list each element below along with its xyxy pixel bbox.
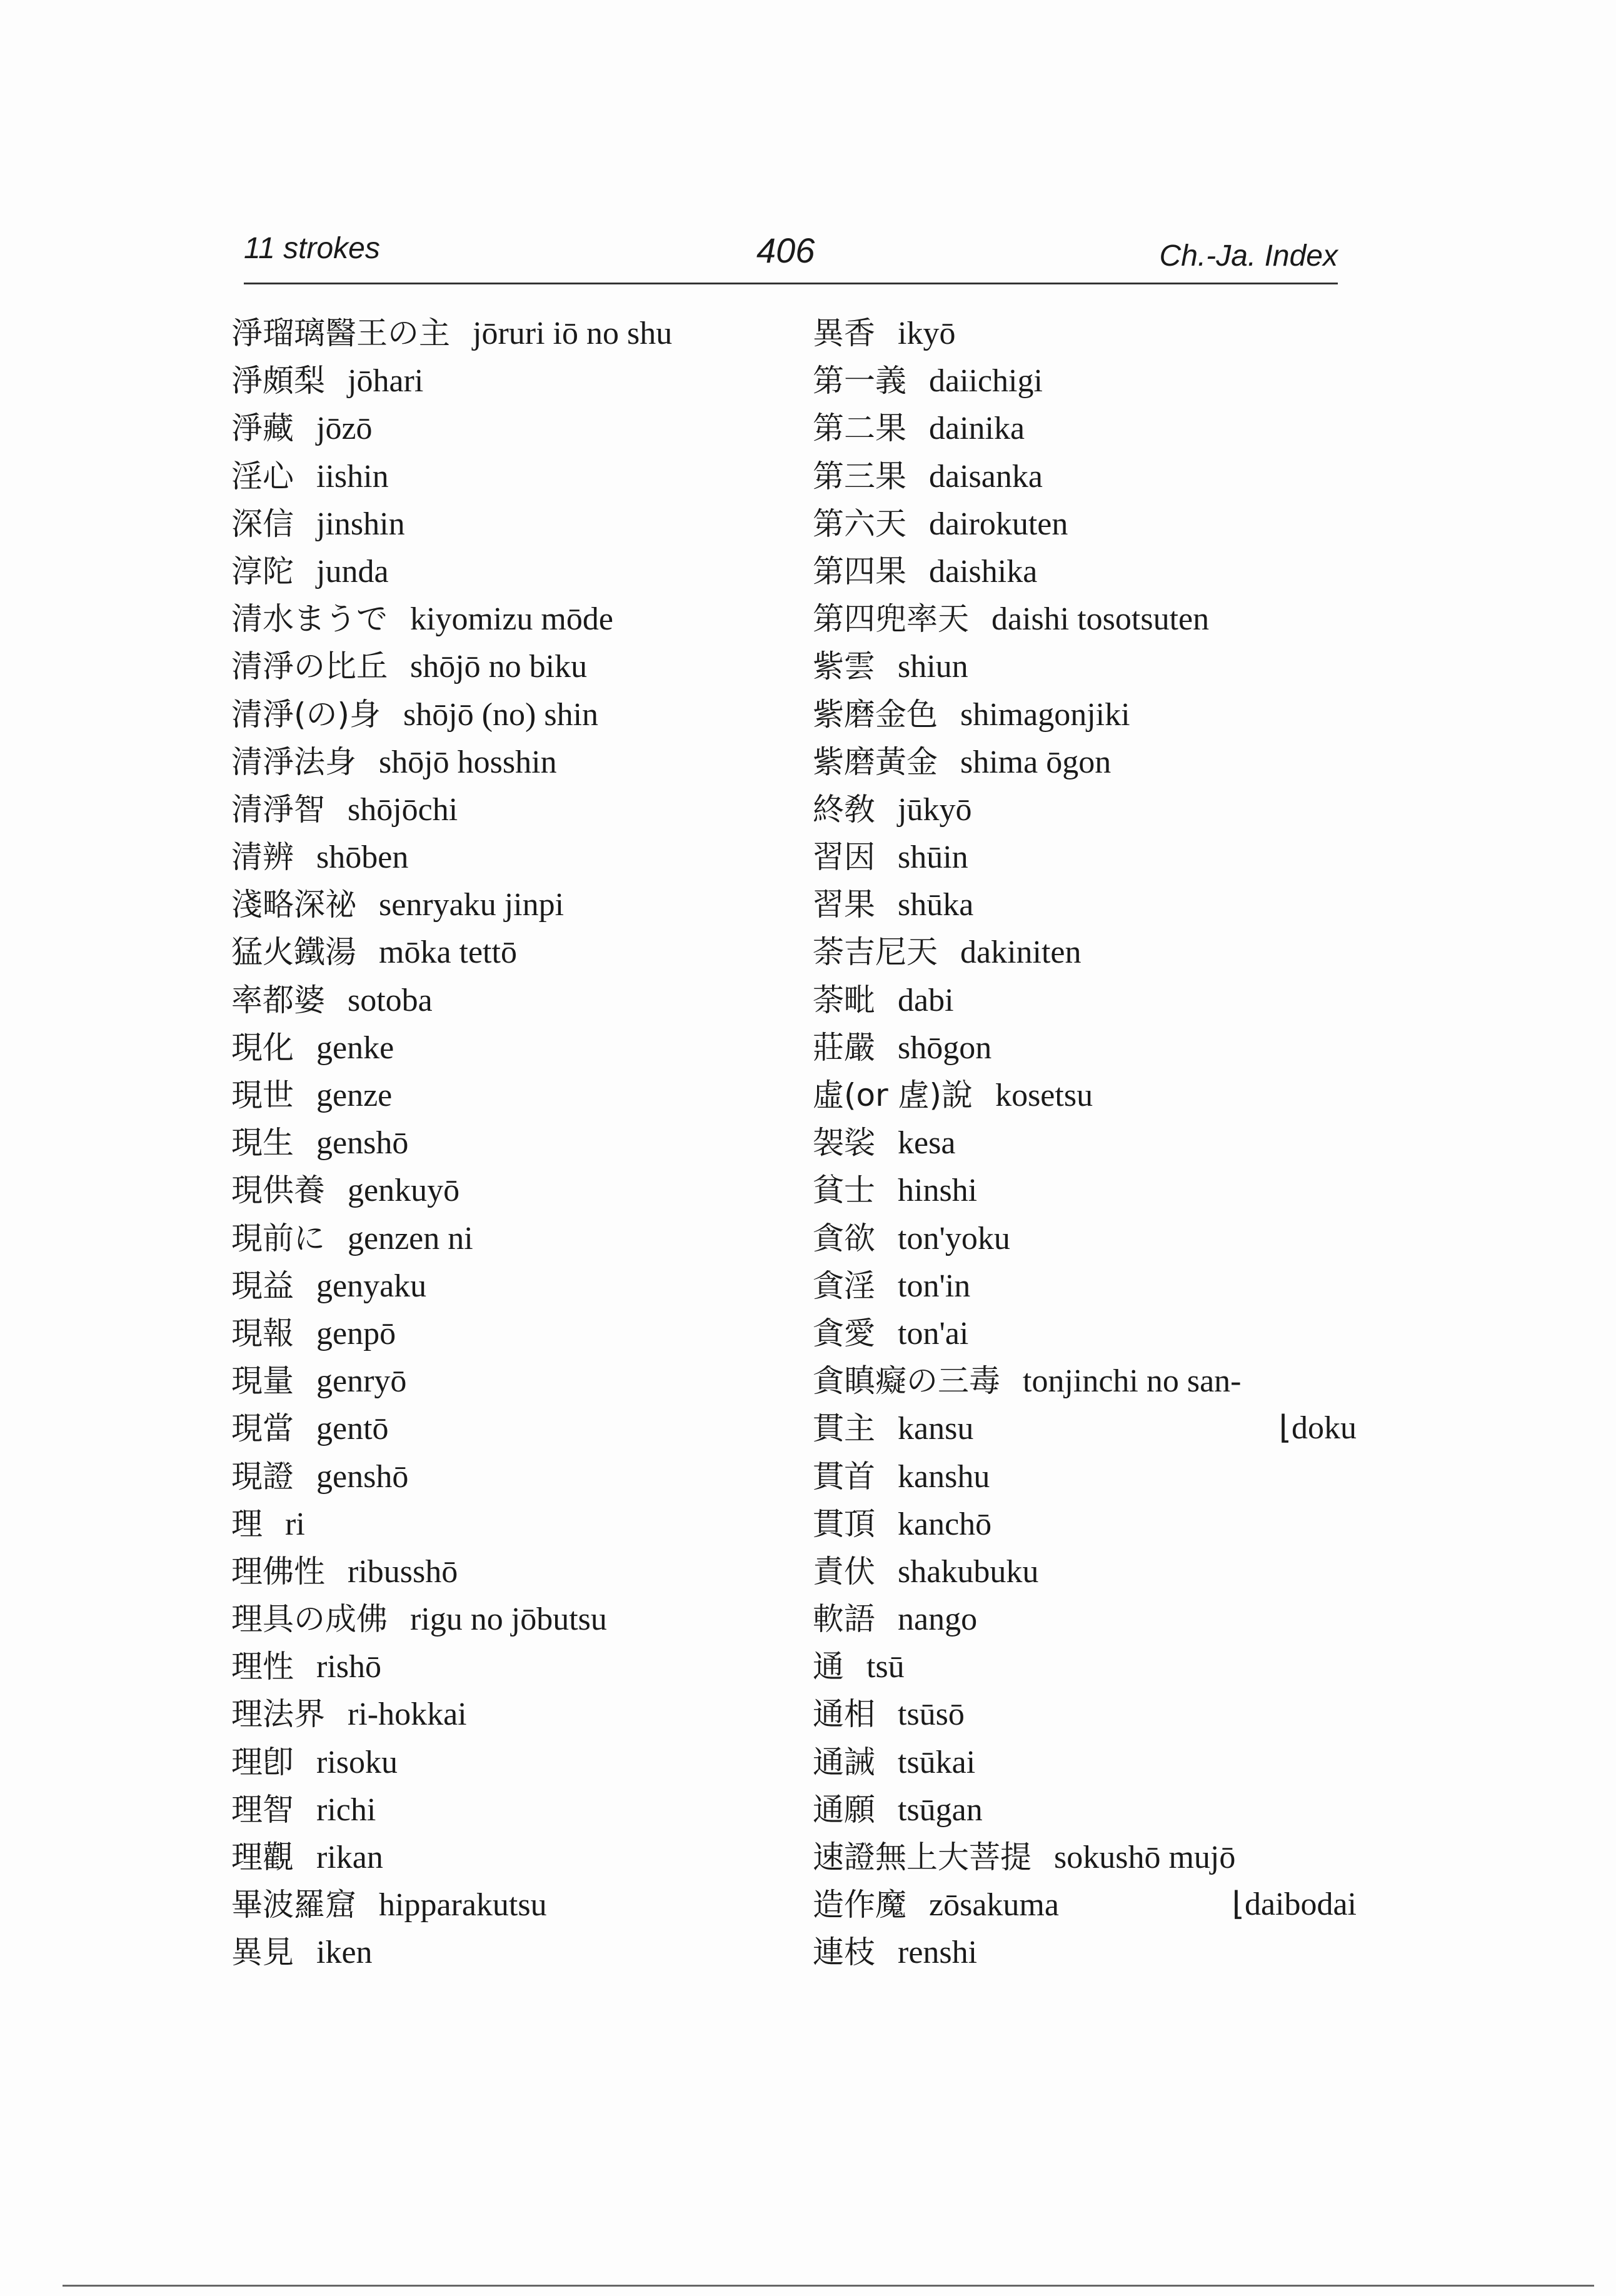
entry-kanji: 深信 bbox=[231, 505, 294, 542]
index-entry bbox=[813, 595, 1363, 643]
index-entry bbox=[813, 786, 1363, 833]
entry-romaji: shōben bbox=[316, 840, 409, 876]
entry-romaji: shakubuku bbox=[898, 1553, 1039, 1590]
entry-romaji: shimagonjiki bbox=[960, 696, 1130, 733]
entry-kanji: 第四兜率天 bbox=[813, 601, 969, 638]
entry-kanji: 現報 bbox=[231, 1315, 294, 1351]
entry-romaji: daiichigi bbox=[929, 363, 1043, 399]
entry-kanji: 現供養 bbox=[231, 1172, 325, 1209]
entry-kanji: 猛火鐵湯 bbox=[231, 934, 356, 971]
entry-kanji: 虛(or 虗)說 bbox=[813, 1077, 973, 1113]
entry-romaji: genshō bbox=[316, 1125, 409, 1161]
entry-romaji: nango bbox=[898, 1602, 978, 1638]
entry-romaji: shūka bbox=[898, 887, 974, 923]
index-entry bbox=[813, 833, 1363, 881]
index-entry bbox=[813, 738, 1363, 786]
entry-kanji: 淳陀 bbox=[231, 553, 294, 589]
entry-continuation: ⌊doku bbox=[1278, 1410, 1357, 1446]
entry-romaji: jūkyō bbox=[898, 791, 972, 828]
entry-kanji: 貫主 bbox=[813, 1410, 875, 1447]
entry-romaji: hipparakutsu bbox=[379, 1887, 547, 1923]
index-entry bbox=[231, 1881, 794, 1928]
entry-romaji: junda bbox=[316, 553, 389, 589]
entry-kanji: 淨藏 bbox=[231, 410, 294, 447]
index-entry bbox=[231, 1310, 794, 1357]
entry-romaji: daishika bbox=[929, 553, 1038, 589]
entry-kanji: 貪瞋癡の三毒 bbox=[813, 1363, 1000, 1400]
index-entry bbox=[231, 1643, 794, 1690]
index-entry bbox=[231, 786, 794, 833]
index-entry bbox=[231, 1548, 794, 1595]
entry-romaji: ri-hokkai bbox=[348, 1697, 467, 1733]
entry-kanji: 理性 bbox=[231, 1648, 294, 1685]
entry-kanji: 紫雲 bbox=[813, 648, 875, 685]
entry-kanji: 習果 bbox=[813, 886, 875, 923]
index-entry bbox=[231, 1500, 794, 1548]
entry-kanji: 習因 bbox=[813, 839, 875, 876]
index-entry bbox=[231, 404, 794, 452]
entry-kanji: 連枝 bbox=[813, 1934, 875, 1971]
index-entry bbox=[813, 1024, 1363, 1071]
index-entry bbox=[813, 1500, 1363, 1548]
index-entry bbox=[813, 881, 1363, 928]
index-entry bbox=[813, 1071, 1363, 1119]
entry-romaji: senryaku jinpi bbox=[379, 887, 565, 923]
entry-romaji: shima ōgon bbox=[960, 744, 1112, 780]
entry-romaji: kiyomizu mōde bbox=[410, 601, 613, 638]
index-entry bbox=[231, 1405, 794, 1452]
index-entry bbox=[231, 1786, 794, 1833]
entry-kanji: 異見 bbox=[231, 1934, 294, 1971]
index-entry bbox=[231, 1453, 794, 1500]
entry-kanji: 現世 bbox=[231, 1077, 294, 1113]
entry-kanji: 現當 bbox=[231, 1410, 294, 1447]
header-rule bbox=[244, 283, 1338, 284]
entry-kanji: 第一義 bbox=[813, 363, 906, 399]
index-entry bbox=[813, 309, 1363, 357]
entry-kanji: 理佛性 bbox=[231, 1553, 325, 1590]
entry-romaji: shūin bbox=[898, 840, 968, 876]
index-entry bbox=[231, 1215, 794, 1262]
entry-romaji: jinshin bbox=[316, 506, 405, 542]
index-entry bbox=[231, 1595, 794, 1643]
index-entry bbox=[231, 691, 794, 738]
index-entry bbox=[813, 976, 1363, 1024]
entry-romaji: richi bbox=[316, 1792, 376, 1828]
entry-kanji: 荼吉尼天 bbox=[813, 934, 938, 971]
entry-continuation: ⌊daibodai bbox=[1232, 1887, 1357, 1923]
entry-kanji: 清淨智 bbox=[231, 791, 325, 828]
index-entry bbox=[231, 1833, 794, 1881]
index-entry bbox=[231, 881, 794, 928]
entry-romaji: ri bbox=[285, 1506, 305, 1542]
entry-romaji: rishō bbox=[316, 1649, 381, 1685]
entry-romaji: risoku bbox=[316, 1744, 398, 1780]
entry-kanji: 莊嚴 bbox=[813, 1029, 875, 1066]
entry-romaji: genkuyō bbox=[348, 1173, 460, 1209]
entry-kanji: 通誡 bbox=[813, 1743, 875, 1780]
index-entry bbox=[813, 357, 1363, 404]
entry-kanji: 造作魔 bbox=[813, 1887, 906, 1923]
entry-kanji: 終敎 bbox=[813, 791, 875, 828]
entry-kanji: 清淨の比丘 bbox=[231, 648, 388, 685]
entry-romaji: zōsakuma bbox=[929, 1887, 1059, 1923]
entry-romaji: mōka tettō bbox=[379, 935, 517, 971]
entry-romaji: shōgon bbox=[898, 1030, 992, 1066]
index-entry bbox=[231, 1738, 794, 1786]
entry-kanji: 速證無上大菩提 bbox=[813, 1839, 1031, 1875]
entry-romaji: genzen ni bbox=[348, 1220, 473, 1256]
index-entry bbox=[813, 1166, 1363, 1214]
entry-kanji: 清淨法身 bbox=[231, 743, 356, 780]
entry-romaji: tsūsō bbox=[898, 1697, 965, 1733]
entry-kanji: 貪愛 bbox=[813, 1315, 875, 1351]
index-entry bbox=[231, 595, 794, 643]
index-entry bbox=[813, 1453, 1363, 1500]
index-entry bbox=[813, 928, 1363, 976]
index-entry bbox=[813, 1310, 1363, 1357]
entry-kanji: 理法界 bbox=[231, 1696, 325, 1733]
index-entry bbox=[813, 1595, 1363, 1643]
index-entry bbox=[813, 1119, 1363, 1166]
entry-kanji: 貪欲 bbox=[813, 1220, 875, 1256]
entry-romaji: rikan bbox=[316, 1840, 383, 1875]
index-entry bbox=[231, 833, 794, 881]
index-entry bbox=[231, 1024, 794, 1071]
index-entry bbox=[813, 1357, 1363, 1405]
entry-kanji: 畢波羅窟 bbox=[231, 1887, 356, 1923]
entry-romaji: rigu no jōbutsu bbox=[410, 1602, 607, 1638]
entry-romaji: shiun bbox=[898, 649, 968, 685]
entry-romaji: iken bbox=[316, 1935, 373, 1971]
entry-romaji: shōjō no biku bbox=[410, 649, 588, 685]
index-entry bbox=[231, 453, 794, 500]
entry-romaji: sokushō mujō bbox=[1054, 1840, 1236, 1875]
entry-romaji: genshō bbox=[316, 1458, 409, 1495]
entry-romaji: dakiniten bbox=[960, 935, 1082, 971]
index-entry bbox=[231, 500, 794, 548]
entry-kanji: 貪淫 bbox=[813, 1267, 875, 1304]
index-entry bbox=[231, 976, 794, 1024]
entry-romaji: kosetsu bbox=[995, 1078, 1093, 1113]
entry-kanji: 淨頗梨 bbox=[231, 363, 325, 399]
index-entry bbox=[231, 1928, 794, 1976]
entry-romaji: gentō bbox=[316, 1411, 389, 1447]
entry-romaji: dainika bbox=[929, 411, 1025, 447]
entry-romaji: iishin bbox=[316, 458, 389, 494]
index-entry bbox=[231, 1119, 794, 1166]
entry-romaji: sotoba bbox=[348, 982, 433, 1018]
entry-romaji: shōjō hosshin bbox=[379, 744, 557, 780]
entry-kanji: 理具の成佛 bbox=[231, 1601, 388, 1638]
entry-kanji: 現生 bbox=[231, 1125, 294, 1161]
entry-kanji: 淺略深祕 bbox=[231, 886, 356, 923]
entry-romaji: tsūgan bbox=[898, 1792, 983, 1828]
index-section-title: Ch.-Ja. Index bbox=[1159, 239, 1338, 273]
index-entry bbox=[813, 1215, 1363, 1262]
entry-kanji: 通相 bbox=[813, 1696, 875, 1733]
entry-romaji: ikyō bbox=[898, 316, 956, 351]
entry-romaji: genryō bbox=[316, 1363, 407, 1400]
index-entry bbox=[813, 1786, 1363, 1833]
index-entry bbox=[231, 643, 794, 690]
entry-kanji: 淫心 bbox=[231, 458, 294, 494]
index-entry bbox=[813, 1928, 1363, 1976]
entry-romaji: shōjō (no) shin bbox=[403, 696, 599, 733]
entry-romaji: tsū bbox=[866, 1649, 905, 1685]
entry-romaji: genyaku bbox=[316, 1268, 427, 1304]
index-entry bbox=[231, 1357, 794, 1405]
index-entry bbox=[813, 1262, 1363, 1310]
entry-kanji: 責伏 bbox=[813, 1553, 875, 1590]
index-entry bbox=[813, 1833, 1363, 1881]
page-number: 406 bbox=[756, 231, 815, 270]
entry-kanji: 理觀 bbox=[231, 1839, 294, 1875]
entry-kanji: 理智 bbox=[231, 1791, 294, 1828]
index-entry bbox=[231, 1690, 794, 1738]
index-entry bbox=[231, 548, 794, 595]
entry-romaji: daisanka bbox=[929, 458, 1043, 494]
entry-kanji: 第六天 bbox=[813, 505, 906, 542]
entry-kanji: 第三果 bbox=[813, 458, 906, 494]
index-entry bbox=[813, 1405, 1363, 1452]
entry-romaji: genpō bbox=[316, 1315, 396, 1351]
entry-kanji: 第四果 bbox=[813, 553, 906, 589]
stroke-count-heading: 11 strokes bbox=[244, 232, 380, 265]
index-entry bbox=[813, 548, 1363, 595]
index-entry bbox=[231, 928, 794, 976]
entry-kanji: 現前に bbox=[231, 1220, 325, 1256]
entry-kanji: 荼毗 bbox=[813, 981, 875, 1018]
index-entry bbox=[813, 500, 1363, 548]
bottom-rule bbox=[63, 2285, 1594, 2287]
entry-kanji: 第二果 bbox=[813, 410, 906, 447]
entry-romaji: ton'yoku bbox=[898, 1220, 1010, 1256]
index-entry bbox=[813, 691, 1363, 738]
entry-romaji: dabi bbox=[898, 982, 954, 1018]
entry-kanji: 軟語 bbox=[813, 1601, 875, 1638]
entry-kanji: 率都婆 bbox=[231, 981, 325, 1018]
entry-kanji: 通願 bbox=[813, 1791, 875, 1828]
index-entry bbox=[813, 1738, 1363, 1786]
entry-romaji: jōzō bbox=[316, 411, 373, 447]
index-entry bbox=[813, 1881, 1363, 1928]
entry-kanji: 貫首 bbox=[813, 1458, 875, 1495]
index-entry bbox=[231, 1071, 794, 1119]
index-entry bbox=[813, 453, 1363, 500]
entry-romaji: jōruri iō no shu bbox=[473, 316, 673, 351]
entry-kanji: 通 bbox=[813, 1648, 844, 1685]
index-entry bbox=[813, 1643, 1363, 1690]
right-entry-column bbox=[813, 309, 1363, 1977]
entry-romaji: genze bbox=[316, 1078, 393, 1113]
entry-romaji: jōhari bbox=[348, 363, 424, 399]
entry-romaji: genke bbox=[316, 1030, 394, 1066]
entry-kanji: 現證 bbox=[231, 1458, 294, 1495]
entry-kanji: 異香 bbox=[813, 315, 875, 351]
entry-romaji: hinshi bbox=[898, 1173, 978, 1209]
entry-kanji: 貫頂 bbox=[813, 1505, 875, 1542]
left-entry-column bbox=[231, 309, 794, 1977]
entry-kanji: 理 bbox=[231, 1505, 263, 1542]
entry-kanji: 袈裟 bbox=[813, 1125, 875, 1161]
entry-romaji: renshi bbox=[898, 1935, 978, 1971]
entry-romaji: ton'ai bbox=[898, 1315, 969, 1351]
entry-kanji: 紫磨金色 bbox=[813, 696, 938, 733]
index-entry bbox=[231, 357, 794, 404]
index-entry bbox=[231, 1166, 794, 1214]
entry-romaji: ribusshō bbox=[348, 1553, 458, 1590]
entry-romaji: shōjōchi bbox=[348, 791, 458, 828]
index-entry bbox=[231, 1262, 794, 1310]
entry-kanji: 清淨(の)身 bbox=[231, 696, 381, 733]
entry-kanji: 現益 bbox=[231, 1267, 294, 1304]
entry-kanji: 紫磨黃金 bbox=[813, 743, 938, 780]
entry-romaji: tsūkai bbox=[898, 1744, 976, 1780]
entry-romaji: tonjinchi no san- bbox=[1023, 1363, 1242, 1400]
index-entry bbox=[231, 738, 794, 786]
entry-kanji: 淨瑠璃醫王の主 bbox=[231, 315, 450, 351]
index-entry bbox=[813, 404, 1363, 452]
entry-romaji: ton'in bbox=[898, 1268, 971, 1304]
entry-romaji: kesa bbox=[898, 1125, 956, 1161]
index-entry bbox=[813, 1690, 1363, 1738]
entry-romaji: daishi tosotsuten bbox=[991, 601, 1210, 638]
index-entry bbox=[813, 643, 1363, 690]
entry-kanji: 清水まうで bbox=[231, 601, 388, 638]
entry-romaji: dairokuten bbox=[929, 506, 1068, 542]
entry-kanji: 現量 bbox=[231, 1363, 294, 1400]
entry-kanji: 清辨 bbox=[231, 839, 294, 876]
page-header bbox=[244, 225, 1338, 275]
entry-romaji: kansu bbox=[898, 1411, 974, 1447]
entry-romaji: kanshu bbox=[898, 1458, 990, 1495]
entry-kanji: 貧士 bbox=[813, 1172, 875, 1209]
entry-kanji: 現化 bbox=[231, 1029, 294, 1066]
entry-kanji: 理卽 bbox=[231, 1743, 294, 1780]
index-entry bbox=[813, 1548, 1363, 1595]
index-entry bbox=[231, 309, 794, 357]
entry-romaji: kanchō bbox=[898, 1506, 992, 1542]
